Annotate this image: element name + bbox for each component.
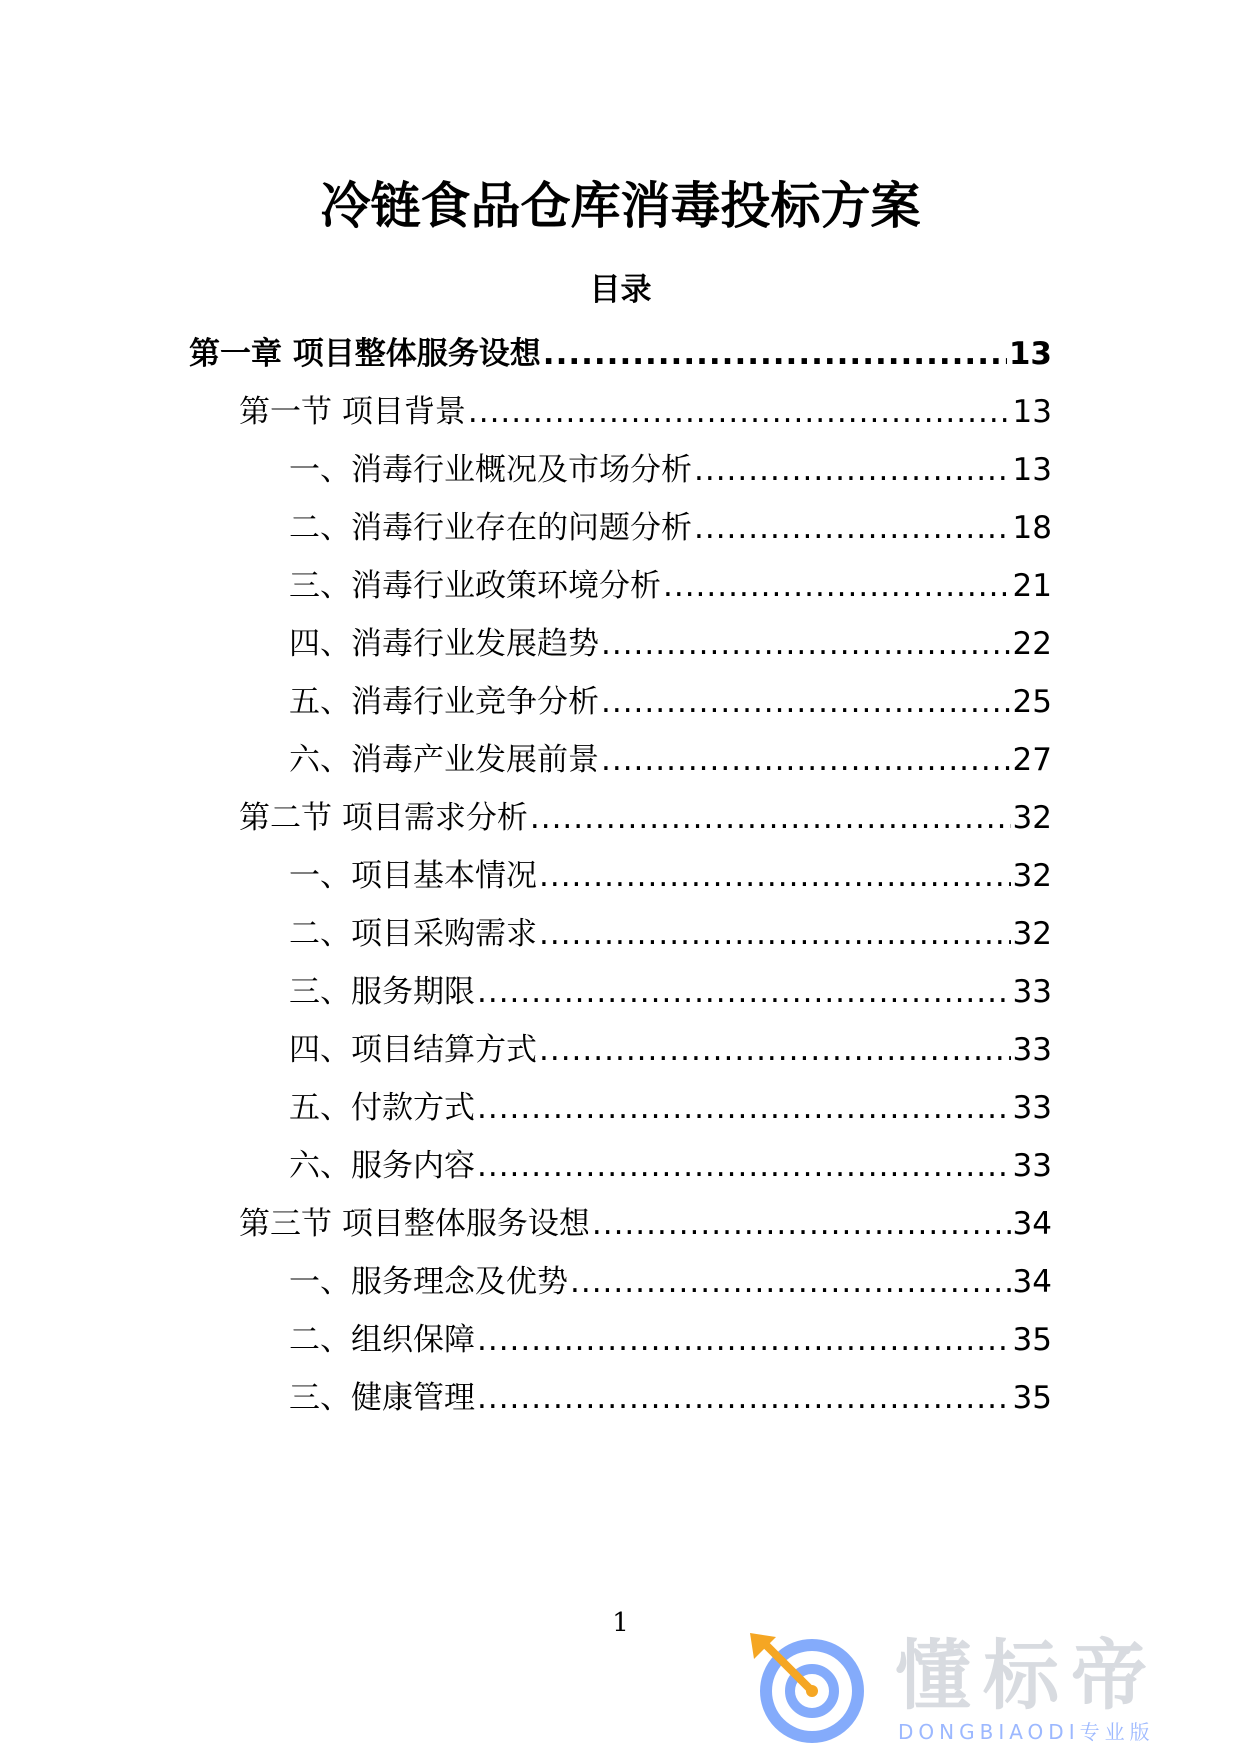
toc-entry-title: 一、项目基本情况 — [289, 858, 537, 894]
toc-entry-page: 35 — [1012, 1322, 1052, 1358]
toc-heading: 目录 — [589, 272, 652, 308]
toc-entry[interactable] — [189, 332, 1052, 376]
toc-entry-title: 五、付款方式 — [289, 1090, 475, 1126]
toc-dot-leader — [539, 854, 1011, 898]
toc-entry-title: 第二节 项目需求分析 — [239, 800, 528, 836]
toc-dot-leader — [601, 622, 1011, 666]
toc-entry[interactable] — [239, 796, 1052, 840]
toc-entry[interactable] — [289, 680, 1052, 724]
toc-entry-title: 二、组织保障 — [289, 1322, 475, 1358]
toc-dot-leader — [539, 912, 1011, 956]
toc-dot-leader — [570, 1260, 1011, 1304]
toc-entry-title: 六、服务内容 — [289, 1148, 475, 1184]
toc-entry-page: 32 — [1012, 800, 1052, 836]
toc-dot-leader — [694, 448, 1011, 492]
toc-dot-leader — [601, 680, 1011, 724]
watermark-brand: 懂标帝 — [895, 1631, 1159, 1720]
toc-entry[interactable] — [239, 390, 1052, 434]
toc-entry[interactable] — [289, 1260, 1052, 1304]
toc-entry-page: 33 — [1012, 974, 1052, 1010]
toc-dot-leader — [601, 738, 1011, 782]
toc-entry-page: 25 — [1012, 684, 1052, 720]
toc-entry[interactable] — [289, 738, 1052, 782]
page-number: 1 — [612, 1608, 629, 1638]
toc-entry-page: 13 — [1012, 394, 1052, 430]
toc-entry[interactable] — [289, 1144, 1052, 1188]
toc-dot-leader — [694, 506, 1011, 550]
toc-entry-page: 22 — [1012, 626, 1052, 662]
toc-dot-leader — [477, 1376, 1011, 1420]
watermark — [740, 1625, 1220, 1750]
toc-entry-title: 三、服务期限 — [289, 974, 475, 1010]
watermark-subtitle: DONGBIAODI专业版 — [898, 1720, 1155, 1744]
toc-entry-title: 二、消毒行业存在的问题分析 — [289, 510, 692, 546]
toc-dot-leader — [477, 1086, 1011, 1130]
toc-entry-title: 三、健康管理 — [289, 1380, 475, 1416]
toc-entry-title: 第三节 项目整体服务设想 — [239, 1206, 590, 1242]
toc-entry[interactable] — [289, 1028, 1052, 1072]
toc-dot-leader — [543, 332, 1007, 376]
toc-entry-page: 34 — [1012, 1206, 1052, 1242]
toc-entry-page: 13 — [1008, 336, 1052, 372]
toc-entry[interactable] — [289, 1318, 1052, 1362]
toc-entry-page: 32 — [1012, 858, 1052, 894]
toc-entry[interactable] — [289, 970, 1052, 1014]
toc-entry-page: 33 — [1012, 1090, 1052, 1126]
toc-entry[interactable] — [289, 1086, 1052, 1130]
toc-entry[interactable] — [289, 448, 1052, 492]
toc-entry[interactable] — [289, 912, 1052, 956]
toc-dot-leader — [477, 970, 1011, 1014]
toc-entry-title: 二、项目采购需求 — [289, 916, 537, 952]
toc-entry[interactable] — [239, 1202, 1052, 1246]
toc-entry-page: 33 — [1012, 1148, 1052, 1184]
toc-entry[interactable] — [289, 1376, 1052, 1420]
toc-entry-page: 18 — [1012, 510, 1052, 546]
toc-dot-leader — [477, 1144, 1011, 1188]
toc-entry-title: 第一节 项目背景 — [239, 394, 466, 430]
toc-entry-page: 33 — [1012, 1032, 1052, 1068]
toc-entry-page: 21 — [1012, 568, 1052, 604]
toc-entry-page: 35 — [1012, 1380, 1052, 1416]
toc-entry[interactable] — [289, 564, 1052, 608]
toc-dot-leader — [539, 1028, 1011, 1072]
toc-dot-leader — [663, 564, 1011, 608]
toc-entry[interactable] — [289, 506, 1052, 550]
toc-dot-leader — [468, 390, 1011, 434]
toc-entry-title: 一、消毒行业概况及市场分析 — [289, 452, 692, 488]
toc-entry[interactable] — [289, 854, 1052, 898]
toc-entry[interactable] — [289, 622, 1052, 666]
document-title: 冷链食品仓库消毒投标方案 — [320, 177, 921, 235]
toc-entry-page: 13 — [1012, 452, 1052, 488]
toc-entry-page: 32 — [1012, 916, 1052, 952]
toc-entry-title: 六、消毒产业发展前景 — [289, 742, 599, 778]
toc-dot-leader — [477, 1318, 1011, 1362]
toc-entry-page: 34 — [1012, 1264, 1052, 1300]
toc-entry-title: 四、消毒行业发展趋势 — [289, 626, 599, 662]
toc-entry-title: 五、消毒行业竞争分析 — [289, 684, 599, 720]
toc-dot-leader — [592, 1202, 1011, 1246]
toc-entry-title: 一、服务理念及优势 — [289, 1264, 568, 1300]
toc-entry-title: 四、项目结算方式 — [289, 1032, 537, 1068]
toc-entry-title: 三、消毒行业政策环境分析 — [289, 568, 661, 604]
toc-entry-page: 27 — [1012, 742, 1052, 778]
target-arrow-icon — [740, 1625, 880, 1750]
toc-dot-leader — [530, 796, 1011, 840]
toc-entry-title: 第一章 项目整体服务设想 — [189, 336, 541, 372]
